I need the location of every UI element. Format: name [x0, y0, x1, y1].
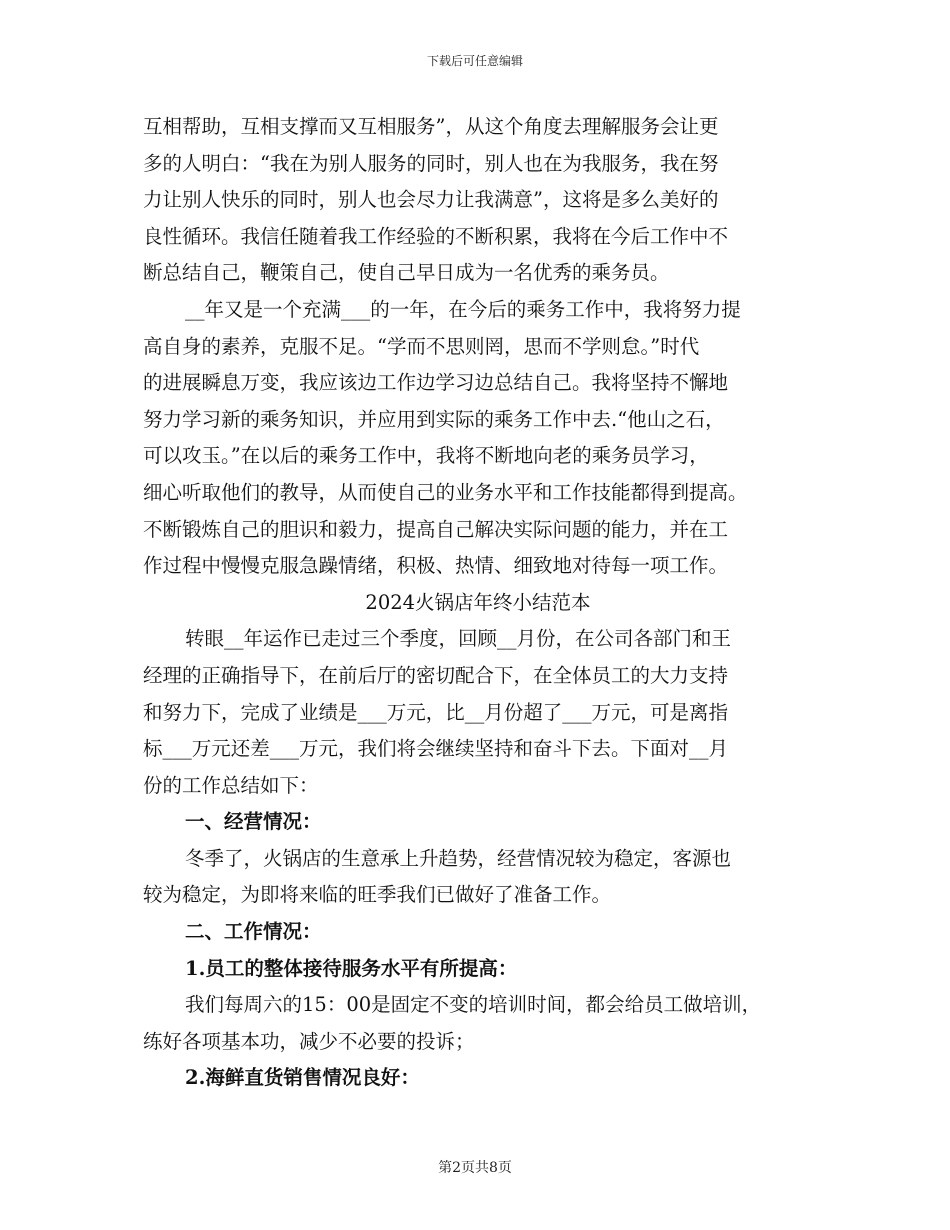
- paragraph-line: 标___万元还差___万元，我们将会继续坚持和奋斗下去。下面对__月: [143, 737, 729, 761]
- paragraph-line: 努力学习新的乘务知识，并应用到实际的乘务工作中去.“他山之石，: [143, 407, 725, 431]
- page-number: 第2页共8页: [438, 1160, 512, 1176]
- document-body: [143, 109, 813, 1097]
- paragraph-line: 练好各项基本功，减少不必要的投诉；: [143, 1029, 475, 1053]
- paragraph-line: 份的工作总结如下：: [143, 773, 319, 797]
- paragraph-line: 冬季了，火锅店的生意承上升趋势，经营情况较为稳定，客源也: [185, 846, 732, 870]
- section-heading: 2.海鲜直货销售情况良好：: [185, 1066, 420, 1090]
- paragraph-line: 良性循环。我信任随着我工作经验的不断积累，我将在今后工作中不: [143, 224, 729, 248]
- paragraph-line: 可以攻玉。”在以后的乘务工作中，我将不断地向老的乘务员学习，: [143, 444, 709, 468]
- paragraph-line: 经理的正确指导下，在前后厅的密切配合下，在全体员工的大力支持: [143, 663, 729, 687]
- paragraph-line: 多的人明白：“我在为别人服务的同时，别人也在为我服务，我在努: [143, 151, 719, 175]
- paragraph-line: 互相帮助，互相支撑而又互相服务”，从这个角度去理解服务会让更: [143, 115, 719, 138]
- section-heading: 一、经营情况：: [185, 810, 322, 834]
- paragraph-line: 转眼__年运作已走过三个季度，回顾__月份，在公司各部门和王: [185, 627, 732, 651]
- section-title: 2024火锅店年终小结范本: [365, 590, 591, 614]
- section-heading: 二、工作情况：: [185, 920, 322, 944]
- section-heading: 1.员工的整体接待服务水平有所提高：: [185, 956, 518, 980]
- paragraph-line: 不断锻炼自己的胆识和毅力，提高自己解决实际问题的能力，并在工: [143, 517, 729, 541]
- paragraph-line: 作过程中慢慢克服急躁情绪，积极、热情、细致地对待每一项工作。: [143, 554, 729, 578]
- paragraph-line: 细心听取他们的教导，从而使自己的业务水平和工作技能都得到提高。: [143, 480, 748, 504]
- paragraph-line: 的进展瞬息万变，我应该边工作边学习边总结自己。我将坚持不懈地: [143, 371, 729, 395]
- paragraph-line: 力让别人快乐的同时，别人也会尽力让我满意”，这将是多么美好的: [143, 188, 719, 212]
- paragraph-line: 我们每周六的15：00是固定不变的培训时间，都会给员工做培训，: [185, 993, 762, 1017]
- paragraph-line: 和努力下，完成了业绩是___万元，比__月份超了___万元，可是离指: [143, 700, 729, 724]
- paragraph-line: 较为稳定，为即将来临的旺季我们已做好了准备工作。: [143, 883, 612, 907]
- paragraph-line: __年又是一个充满___的一年，在今后的乘务工作中，我将努力提: [185, 297, 741, 321]
- header-note: 下载后可任意编辑: [426, 54, 523, 68]
- paragraph-line: 高自身的素养，克服不足。“学而不思则罔，思而不学则怠。”时代: [143, 334, 700, 358]
- paragraph-line: 断总结自己，鞭策自己，使自己早日成为一名优秀的乘务员。: [143, 261, 670, 285]
